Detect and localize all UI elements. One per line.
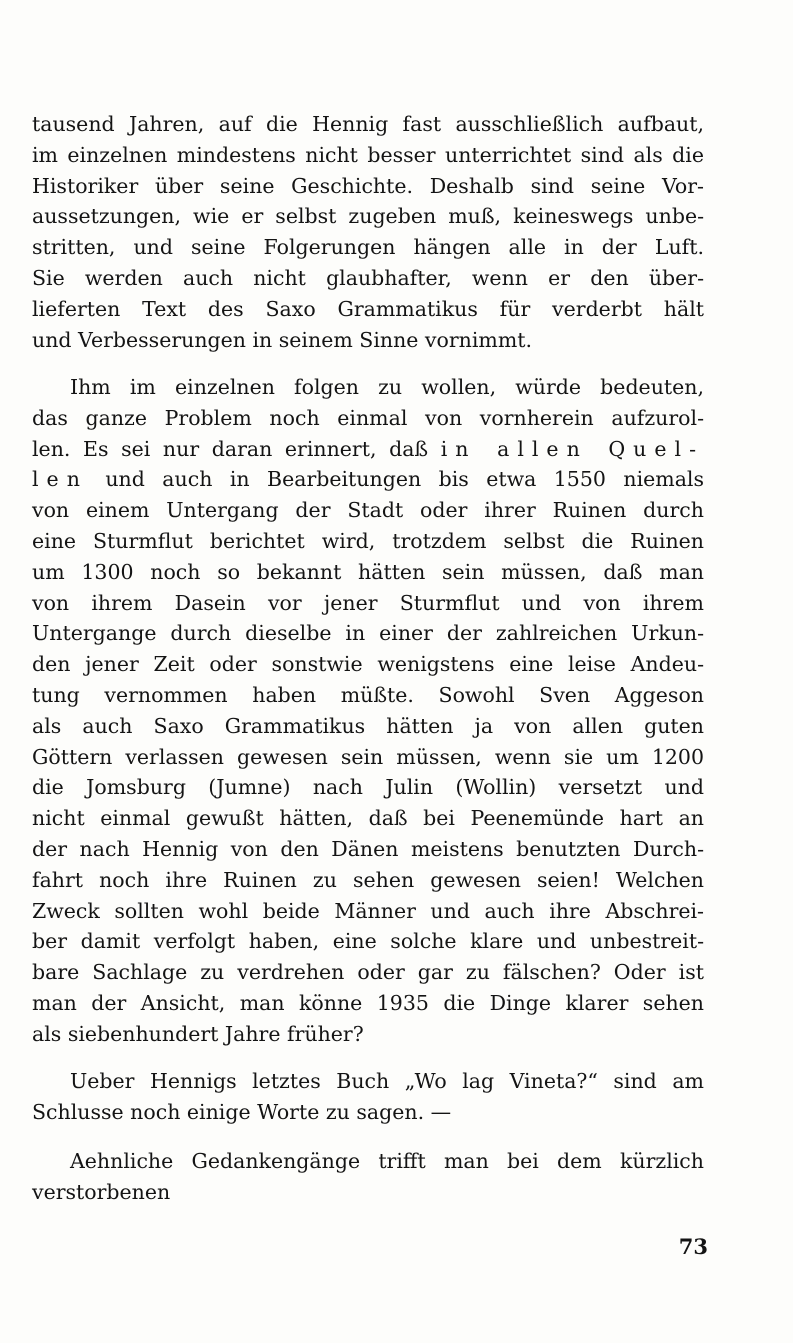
- text-line: [32, 434, 704, 465]
- text-line: Zweck sollten wohl beide Männer und auch ihre Abschrei-: [32, 898, 704, 923]
- paragraph-1: [32, 109, 704, 355]
- text-line: verstorbenen: [32, 1179, 171, 1204]
- text-line: aussetzungen, wie er selbst zugeben muß, keineswegs unbe-: [32, 204, 704, 229]
- text-line: ber damit verfolgt haben, eine solche klare und unbestreit-: [32, 929, 704, 954]
- spaced-emphasis: in allen Quel-: [440, 436, 704, 461]
- text-line: von einem Untergang der Stadt oder ihrer Ruinen durch: [32, 498, 704, 523]
- text-line: bare Sachlage zu verdrehen oder gar zu fälschen? Oder ist: [32, 960, 704, 985]
- text-line: lieferten Text des Saxo Grammatikus für verderbt hält: [32, 296, 704, 321]
- spaced-emphasis: len: [32, 467, 88, 492]
- text-line: um 1300 noch so bekannt hätten sein müssen, daß man: [32, 559, 704, 584]
- text-line: den jener Zeit oder sonstwie wenigstens eine leise Andeu-: [32, 652, 704, 677]
- text-line: tung vernommen haben müßte. Sowohl Sven Aggeson: [32, 682, 704, 707]
- text-line: Historiker über seine Geschichte. Deshalb sind seine Vor-: [32, 173, 704, 198]
- text-line: man der Ansicht, man könne 1935 die Dinge klarer sehen: [32, 990, 704, 1015]
- text-line: stritten, und seine Folgerungen hängen alle in der Luft.: [32, 235, 704, 260]
- text-line: Untergange durch dieselbe in einer der zahlreichen Urkun-: [32, 621, 704, 646]
- text-line: [32, 464, 704, 495]
- text-segment: len. Es sei nur daran erinnert, daß: [32, 436, 429, 461]
- text-line: und Verbesserungen in seinem Sinne vornimmt.: [32, 327, 533, 352]
- text-line: Ihm im einzelnen folgen zu wollen, würde bedeuten,: [70, 375, 704, 399]
- page-number: 73: [678, 1234, 708, 1259]
- text-line: Sie werden auch nicht glaubhafter, wenn er den über-: [32, 265, 704, 290]
- text-line: das ganze Problem noch einmal von vornherein aufzurol-: [32, 405, 704, 430]
- text-line: fahrt noch ihre Ruinen zu sehen gewesen seien! Welchen: [32, 867, 704, 892]
- text-line: Schlusse noch einige Worte zu sagen. —: [32, 1099, 452, 1124]
- text-line: als siebenhundert Jahre früher?: [32, 1021, 364, 1046]
- text-line: im einzelnen mindestens nicht besser unterrichtet sind als die: [32, 142, 704, 167]
- text-line: als auch Saxo Grammatikus hätten ja von allen guten: [32, 713, 704, 738]
- text-line: Aehnliche Gedankengänge trifft man bei dem kürzlich: [70, 1149, 704, 1173]
- paragraph-2: [32, 372, 704, 1050]
- text-line: Ueber Hennigs letztes Buch „Wo lag Vineta?“ sind am: [70, 1069, 704, 1093]
- text-line: von ihrem Dasein vor jener Sturmflut und von ihrem: [32, 590, 704, 615]
- paragraph-3: [32, 1066, 704, 1128]
- text-line: die Jomsburg (Jumne) nach Julin (Wollin) versetzt und: [32, 775, 704, 800]
- text-line: tausend Jahren, auf die Hennig fast ausschließlich aufbaut,: [32, 112, 704, 136]
- paragraph-4: [32, 1146, 704, 1208]
- text-line: nicht einmal gewußt hätten, daß bei Peenemünde hart an: [32, 806, 704, 831]
- text-line: Göttern verlassen gewesen sein müssen, wenn sie um 1200: [32, 744, 704, 769]
- text-segment: und auch in Bearbeitungen bis etwa 1550 niemals: [105, 467, 704, 492]
- text-line: eine Sturmflut berichtet wird, trotzdem selbst die Ruinen: [32, 528, 704, 553]
- text-line: der nach Hennig von den Dänen meistens benutzten Durch-: [32, 836, 704, 861]
